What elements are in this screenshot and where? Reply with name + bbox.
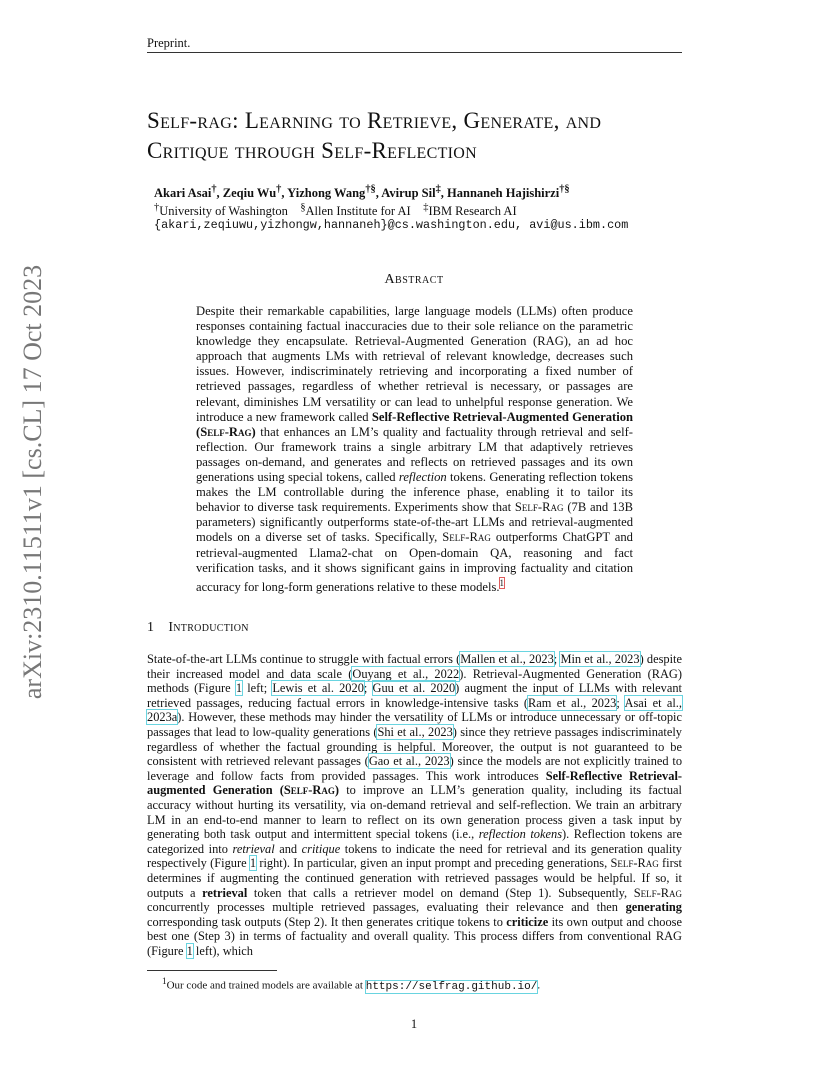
- abstract-part-2: that enhances an LM’s quality and factuality through retrieval and self-reflection. Our framework trains a single arbitrary LM that adaptively retrieves passages on-demand, and generates and reflects on retrieved passages and its own generations using special tokens, called: [196, 424, 633, 485]
- abstract-italic: reflection: [398, 470, 447, 485]
- intro-bold: criticize: [506, 914, 549, 929]
- affil-2: Allen Institute for AI: [305, 204, 411, 219]
- header-rule: [147, 52, 682, 53]
- footnote-end: .: [537, 979, 541, 992]
- intro-sc: Self-Rag: [633, 885, 682, 900]
- affil-1: University of Washington: [159, 204, 288, 219]
- abstract-bold-text-1: Self-Reflective Retrieval-Augmented Generation (: [196, 409, 633, 439]
- intro-text: ) augment the input of LLMs with relevant retrieved passages, reducing factual errors in knowledge-intensive tasks (: [147, 681, 682, 710]
- intro-text: ) despite their increased model and data scale (: [147, 652, 683, 681]
- citation-link[interactable]: Guu et al. 2020: [372, 681, 456, 696]
- author-1-mark: †: [211, 184, 217, 195]
- intro-text: ;: [363, 681, 373, 696]
- citation-link[interactable]: Mallen et al., 2023: [460, 652, 554, 666]
- section-title: Introduction: [168, 620, 249, 635]
- page-number: 1: [410, 1017, 418, 1031]
- author-list: Akari Asai†, Zeqiu Wu†, Yizhong Wang†§, Avirup Sil‡, Hannaneh Hajishirzi†§: [154, 184, 570, 201]
- figure-link[interactable]: 1: [186, 943, 193, 958]
- arxiv-identifier[interactable]: arXiv:2310.11511v1 [cs.CL] 17 Oct 2023: [18, 264, 47, 700]
- intro-bold-sc: Self-Rag: [283, 783, 335, 798]
- author-3: Yizhong Wang: [287, 186, 366, 201]
- author-5-mark: †§: [559, 184, 570, 195]
- intro-text: right). In particular, given an input prompt and preceding generations,: [256, 856, 611, 871]
- citation-link[interactable]: Lewis et al. 2020: [272, 681, 364, 696]
- intro-text: ;: [553, 652, 561, 666]
- section-heading: [147, 620, 249, 636]
- intro-bold: retrieval: [202, 885, 248, 900]
- intro-sc: Self-Rag: [610, 856, 659, 871]
- citation-link[interactable]: Shi et al., 2023: [377, 724, 453, 739]
- intro-text: State-of-the-art LLMs continue to struggle with factual errors (: [147, 652, 461, 666]
- footnote-link[interactable]: 1: [499, 577, 505, 588]
- title-line-1: Self-rag: Learning to Retrieve, Generate, and: [147, 108, 602, 133]
- affiliations: [154, 202, 517, 219]
- abstract-text: [196, 304, 633, 595]
- intro-text: left), which: [192, 943, 253, 958]
- figure-link[interactable]: 1: [249, 856, 257, 871]
- introduction-text: [147, 652, 682, 958]
- author-5: Hannaneh Hajishirzi: [447, 186, 560, 201]
- intro-italic: reflection tokens: [478, 827, 563, 842]
- intro-text: first determines if augmenting the continued generation with retrieved passages would be helpful. If so, it outputs a: [147, 856, 682, 900]
- citation-link[interactable]: Min et al., 2023: [560, 652, 640, 666]
- author-4: Avirup Sil: [381, 186, 436, 201]
- citation-link[interactable]: Gao et al., 2023: [368, 754, 450, 769]
- affil-3-mark: ‡: [423, 202, 429, 213]
- abstract-bold-text-2: ): [251, 424, 256, 439]
- abstract-part-3: tokens. Generating reflection tokens makes the LM controllable during the inference phase, enabling it to tailor its behavior to diverse task requirements. Experiments show that: [196, 470, 634, 515]
- citation-link[interactable]: Ouyang et al., 2022: [352, 666, 460, 681]
- intro-text: token that calls a retriever model on demand (Step 1). Subsequently,: [247, 885, 634, 900]
- intro-bold-text: Self-Reflective Retrieval-augmented Generation (: [147, 768, 683, 798]
- intro-text: ). However, these methods may hinder the versatility of LLMs or introduce unnecessary or off-topic passages that lead to low-quality generations (: [147, 710, 682, 739]
- abstract-sc-1: Self-Rag: [514, 500, 564, 515]
- intro-text: ;: [616, 695, 625, 710]
- intro-text: tokens to indicate the need for retrieval and its generation quality respectively (Figure: [147, 841, 682, 871]
- abstract-part-4: (7B and 13B parameters) significantly outperforms state-of-the-art LLMs and retrieval-augmented models on a diverse set of tasks. Specifically,: [196, 500, 633, 545]
- author-4-mark: ‡: [435, 184, 441, 195]
- abstract-bold-sc: Self-Rag: [200, 424, 252, 439]
- intro-text: to improve an LLM’s generation quality, including its factual accuracy without hurting its versatility, via on-demand retrieval and self-reflection. We train an arbitrary LM in an end-to-end manner to learn to reflect on its own generation process given a task input by generating both task output and intermittent special tokens (i.e.,: [147, 783, 682, 842]
- intro-italic: retrieval: [232, 841, 275, 856]
- intro-text: and: [274, 841, 302, 856]
- abstract-sc-2: Self-Rag: [442, 530, 491, 545]
- intro-text: left;: [242, 681, 273, 696]
- running-header: Preprint.: [147, 36, 191, 50]
- abstract-heading: Abstract: [384, 272, 444, 287]
- abstract-part-5: outperforms ChatGPT and retrieval-augmented Llama2-chat on Open-domain QA, reasoning and fact verification tasks, and it shows significant gains in improving factuality and citation accuracy for long-form generations relative to these models.: [196, 530, 633, 594]
- arxiv-stamp: [18, 264, 47, 700]
- author-2-mark: †: [276, 184, 282, 195]
- section-number: 1: [147, 620, 155, 635]
- footnote-rule: [147, 970, 277, 971]
- author-emails: {akari,zeqiuwu,yizhongw,hannaneh}@cs.washington.edu, avi@us.ibm.com: [154, 218, 629, 232]
- intro-text: ). Reflection tokens are categorized into: [147, 827, 682, 856]
- paper-title: [147, 106, 707, 166]
- intro-text: corresponding task outputs (Step 2). It then generates critique tokens to: [147, 914, 507, 929]
- footnote-url-link[interactable]: https://selfrag.github.io/: [365, 980, 538, 993]
- author-2: Zeqiu Wu: [222, 186, 277, 201]
- affil-1-mark: †: [154, 202, 160, 213]
- affil-2-mark: §: [300, 202, 306, 213]
- citation-link[interactable]: Ram et al., 2023: [528, 695, 617, 710]
- intro-italic: critique: [301, 841, 341, 856]
- intro-text: ). Retrieval-Augmented Generation (RAG) methods (Figure: [147, 666, 682, 696]
- intro-text: its own output and choose best one (Step 3) in terms of factuality and overall quality. This process differs from conventional RAG (Figure: [147, 914, 682, 958]
- title-line-2: Critique through Self-Reflection: [147, 138, 477, 163]
- intro-bold: generating: [625, 900, 682, 915]
- author-1: Akari Asai: [154, 186, 212, 201]
- intro-text: ) since the models are not explicitly trained to leverage and follow facts from provided passages. This work introduces: [147, 754, 683, 783]
- figure-link[interactable]: 1: [235, 681, 243, 696]
- intro-text: concurrently processes multiple retrieved passages, evaluating their relevance and then: [147, 900, 626, 915]
- footnote-mark: 1: [162, 976, 167, 986]
- footnote-text: Our code and trained models are available at: [166, 979, 366, 992]
- abstract-part-1: Despite their remarkable capabilities, large language models (LLMs) often produce responses containing factual inaccuracies due to their sole reliance on the parametric knowledge they encapsulate. Retrieval-Augmented Generation (RAG), an ad hoc approach that augments LMs with retrieval of relevant knowledge, decreases such issues. However, indiscriminately retrieving and incorporating a fixed number of retrieved passages, regardless of whether retrieval is necessary, or passages are relevant, diminishes LM versatility or can lead to unhelpful response generation. We introduce a new framework called: [196, 304, 633, 424]
- author-3-mark: †§: [365, 184, 376, 195]
- citation-link[interactable]: Asai et al., 2023a: [147, 695, 683, 725]
- intro-text: ) since they retrieve passages indiscriminately regardless of whether the factual grounding is helpful. Moreover, the output is not guaranteed to be consistent with retrieved relevant passages (: [147, 724, 682, 769]
- affil-3: IBM Research AI: [428, 204, 517, 219]
- intro-bold-text: ): [334, 783, 340, 798]
- footnote: [162, 976, 540, 993]
